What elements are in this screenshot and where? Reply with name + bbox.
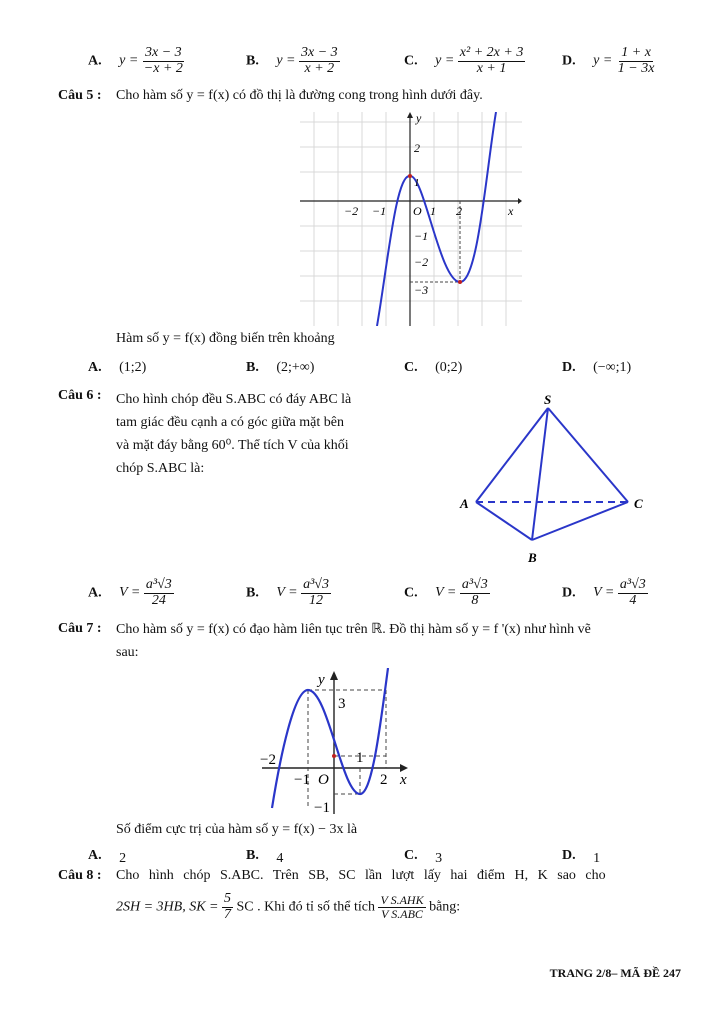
fraction: $\frac{5}{7}$ (224, 891, 232, 922)
pyramid-figure (452, 390, 652, 570)
q5-prompt: Hàm số y = f(x) đồng biến trên khoảng (116, 331, 335, 346)
tick-y-1: 1 (414, 177, 420, 189)
q5-option-d[interactable]: D. (−∞;1) (562, 360, 632, 375)
q7-option-d[interactable]: D. 1 (562, 848, 601, 866)
q6-option-c[interactable]: C. V = $\frac{\text{a³√3}}{8}$ (404, 577, 488, 608)
q5-option-b[interactable]: B. (2;+∞) (246, 360, 315, 375)
label-2: 2 (380, 772, 388, 788)
fraction: $\frac{3x - 3}{x + 2}$ (301, 45, 338, 76)
q5-option-a[interactable]: A. (1;2) (88, 360, 147, 375)
question-5-text: Cho hàm số y = f(x) có đồ thị là đường cong trong hình dưới đây. (116, 88, 483, 103)
x-axis-label: x (508, 204, 514, 218)
question-8-text-2: 2SH = 3HB, SK = $\frac{5}{7}$ SC . Khi đó tỉ số thể tích $\frac{\text{V S.AHK}}{\text{V S.ABC}}$ bằng: (116, 891, 461, 922)
tick-x-2: 2 (456, 204, 462, 218)
question-8-label: Câu 8 : (58, 868, 102, 883)
q6-option-b[interactable]: B. V = $\frac{\text{a³√3}}{12}$ (246, 577, 329, 608)
y-axis-label: y (416, 112, 422, 125)
fraction: $\frac{1 + x}{1 - 3x}$ (617, 45, 655, 76)
question-6-text: Cho hình chóp đều S.ABC có đáy ABC là tam giác đều cạnh a có góc giữa mặt bên và mặt đáy bằng 60⁰. Thể tích V của khối chóp S.ABC là: (116, 392, 352, 476)
q4-option-a[interactable]: A. y = $\frac{3x - 3}{-x + 2}$ (88, 45, 183, 76)
tick-x-neg2: −2 (344, 204, 359, 218)
vertex-c: C (634, 496, 643, 511)
q7-prompt: Số điểm cực trị của hàm số y = f(x) − 3x là (116, 822, 358, 837)
q4-option-c[interactable]: C. y = $\frac{\text{x² + 2x + 3}}{x + 1}$ (404, 45, 524, 76)
q5-graph (300, 112, 522, 326)
q7-graph (258, 668, 418, 816)
q4-option-d[interactable]: D. y = $\frac{1 + x}{1 - 3x}$ (562, 45, 655, 76)
fraction: $\frac{\text{a³√3}}{24}$ (145, 577, 172, 608)
tick-y-2: 2 (414, 141, 420, 155)
origin-label: O (318, 772, 329, 788)
label-neg2: −2 (260, 752, 276, 768)
page-footer: TRANG 2/8– MÃ ĐỀ 247 (549, 966, 681, 980)
vertex-a: A (460, 496, 469, 511)
question-7-label: Câu 7 : (58, 621, 102, 636)
vertex-b: B (528, 550, 537, 565)
label-1: 1 (356, 750, 364, 766)
vertex-s: S (544, 392, 552, 407)
question-5-label: Câu 5 : (58, 88, 102, 103)
q7-option-a[interactable]: A. 2 (88, 848, 127, 866)
volume-ratio: $\frac{\text{V S.AHK}}{\text{V S.ABC}}$ (380, 893, 424, 921)
tick-y-neg2: −2 (414, 255, 429, 269)
tick-y-neg1: −1 (414, 229, 429, 243)
y-axis-label: y (318, 672, 325, 688)
label-neg1-x: −1 (294, 772, 310, 788)
label-neg1-y: −1 (314, 800, 330, 816)
tick-y-neg3: −3 (414, 283, 429, 297)
fraction: $\frac{\text{a³√3}}{8}$ (461, 577, 488, 608)
fraction: $\frac{\text{x² + 2x + 3}}{x + 1}$ (459, 45, 524, 76)
label-3: 3 (338, 696, 346, 712)
q4-option-b[interactable]: B. y = $\frac{3x - 3}{x + 2}$ (246, 45, 338, 76)
origin-label: O (413, 204, 422, 218)
tick-x-1: 1 (430, 204, 436, 218)
question-8-text-1: Cho hình chóp S.ABC. Trên SB, SC lần lượt lấy hai điểm H, K sao cho (116, 868, 606, 883)
q6-option-a[interactable]: A. V = $\frac{\text{a³√3}}{24}$ (88, 577, 172, 608)
fraction: $\frac{3x - 3}{-x + 2}$ (143, 45, 183, 76)
q6-option-d[interactable]: D. V = $\frac{\text{a³√3}}{4}$ (562, 577, 646, 608)
q7-option-c[interactable]: C. 3 (404, 848, 443, 866)
tick-x-neg1: −1 (372, 204, 387, 218)
fraction: $\frac{\text{a³√3}}{12}$ (303, 577, 329, 608)
x-axis-label: x (400, 772, 407, 788)
question-7-text-2: sau: (116, 645, 139, 660)
question-7-text-1: Cho hàm số y = f(x) có đạo hàm liên tục trên ℝ. Đồ thị hàm số y = f '(x) như hình vẽ (116, 622, 591, 637)
question-6-label: Câu 6 : (58, 388, 102, 403)
fraction: $\frac{\text{a³√3}}{4}$ (619, 577, 646, 608)
q5-option-c[interactable]: C. (0;2) (404, 360, 463, 375)
q7-option-b[interactable]: B. 4 (246, 848, 284, 866)
